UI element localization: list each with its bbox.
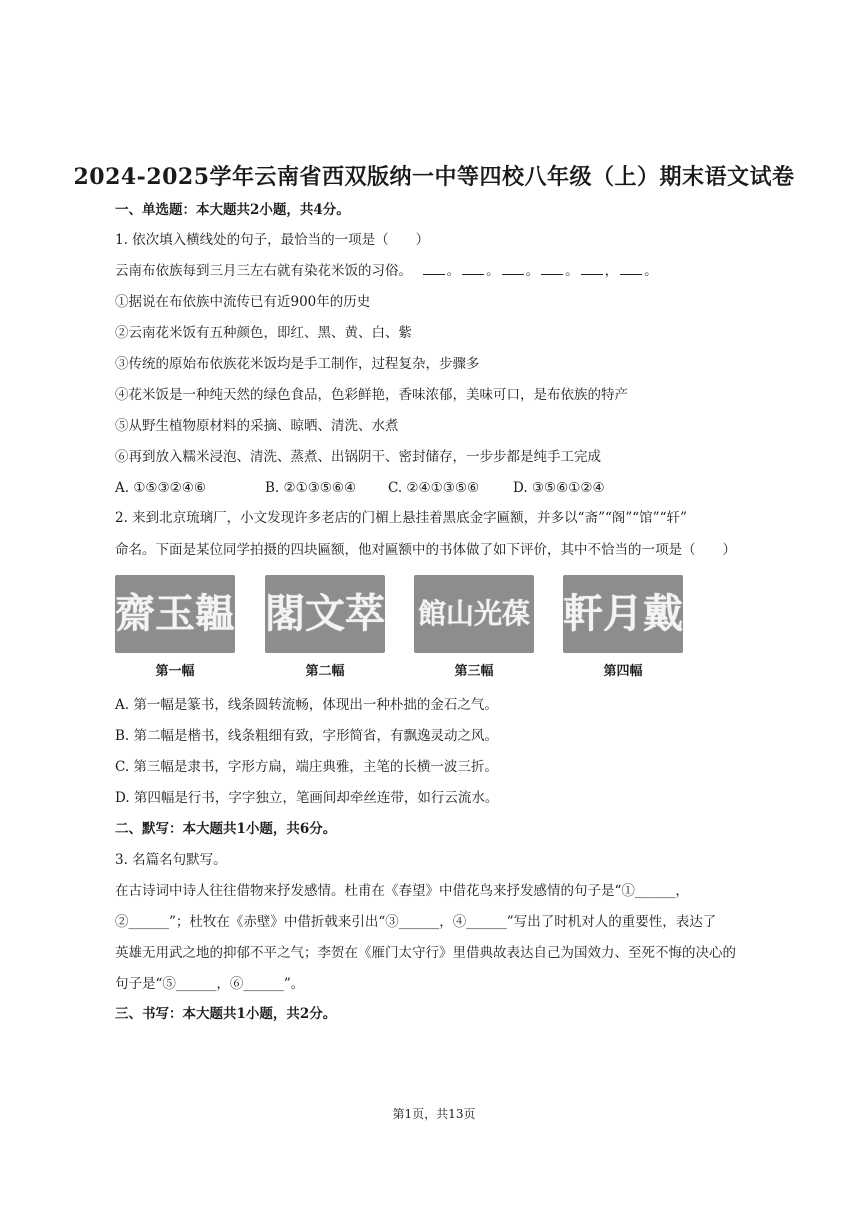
plaque-caption-1: 第一幅 — [155, 664, 195, 679]
q1-item-1: ①据说在布依族中流传已有近900年的历史 — [115, 294, 371, 310]
plaque-image-1 — [115, 575, 235, 653]
q1-item-3: ③传统的原始布依族花米饭均是手工制作，过程复杂，步骤多 — [115, 356, 480, 372]
q3-text-line-3: 英雄无用武之地的抑郁不平之气；李贺在《雁门太守行》里借典故表达自己为国效力、至死不悔的决心的 — [115, 945, 736, 961]
fill-blanks: 。 。 。 。 ， 。 — [412, 263, 658, 279]
section-3-heading: 三、书写：本大题共1小题，共2分。 — [115, 1006, 337, 1022]
page-title: 2024-2025学年云南省西双版纳一中等四校八年级（上）期末语文试卷 — [73, 164, 795, 190]
question-2-stem-line-2: 命名。下面是某位同学拍摄的四块匾额，他对匾额中的书体做了如下评价，其中不恰当的一项是（ ） — [115, 542, 736, 558]
q1-item-2: ②云南花米饭有五种颜色，即红、黑、黄、白、紫 — [115, 325, 412, 341]
q1-option-a[interactable]: A. ①⑤③②④⑥ — [115, 480, 206, 496]
q1-item-6: ⑥再到放入糯米浸泡、清洗、蒸煮、出锅阴干、密封储存，一步步都是纯手工完成 — [115, 449, 601, 465]
q1-option-c[interactable]: C. ②④①③⑤⑥ — [388, 480, 480, 496]
q1-item-4: ④花米饭是一种纯天然的绿色食品，色彩鲜艳，香味浓郁，美味可口，是布依族的特产 — [115, 387, 628, 403]
q3-text-line-4: 句子是“⑤______，⑥______”。 — [115, 976, 305, 992]
section-1-heading: 一、单选题：本大题共2小题，共4分。 — [115, 202, 350, 218]
q2-option-c[interactable]: C. 第三幅是隶书，字形方扁，端庄典雅，主笔的长横一波三折。 — [115, 759, 498, 775]
q2-option-d[interactable]: D. 第四幅是行书，字字独立，笔画间却牵丝连带，如行云流水。 — [115, 790, 499, 806]
plaque-1-chars: 齋玉韞 — [115, 590, 235, 637]
question-1-lead — [115, 261, 755, 281]
q1-option-d[interactable]: D. ③⑤⑥①②④ — [513, 480, 605, 496]
q3-text-line-1: 在古诗词中诗人往往借物来抒发感情。杜甫在《春望》中借花鸟来抒发感情的句子是“①______， — [115, 883, 689, 899]
plaque-caption-4: 第四幅 — [603, 664, 643, 679]
q2-option-b[interactable]: B. 第二幅是楷书，线条粗细有致，字形简省，有飘逸灵动之风。 — [115, 728, 499, 744]
plaque-image-3 — [414, 575, 534, 653]
plaque-2-chars: 閣文萃 — [265, 590, 385, 637]
plaque-caption-3: 第三幅 — [454, 664, 494, 679]
page-footer: 第1页，共13页 — [392, 1107, 476, 1121]
plaque-image-2 — [265, 575, 385, 653]
q2-option-a[interactable]: A. 第一幅是篆书，线条圆转流畅，体现出一种朴拙的金石之气。 — [115, 697, 498, 713]
plaque-caption-2: 第二幅 — [305, 664, 345, 679]
question-2-stem-line-1: 2. 来到北京琉璃厂，小文发现许多老店的门楣上悬挂着黑底金字匾额，并多以“斋”“阁”“馆”“轩” — [115, 510, 687, 526]
plaque-3-chars: 館山光葆 — [417, 597, 530, 630]
q3-text-line-2: ②______”；杜牧在《赤壁》中借折戟来引出“③______，④______”写出了时机对人的重要性，表达了 — [115, 914, 717, 930]
question-1-lead-text: 云南布依族每到三月三左右就有染花米饭的习俗。 — [115, 263, 412, 279]
q1-item-5: ⑤从野生植物原材料的采摘、晾晒、清洗、水煮 — [115, 418, 399, 434]
plaque-4-chars: 軒月戴 — [563, 590, 683, 637]
q1-option-b[interactable]: B. ②①③⑤⑥④ — [265, 480, 357, 496]
question-3-stem: 3. 名篇名句默写。 — [115, 852, 227, 868]
plaque-image-4 — [563, 575, 683, 653]
section-2-heading: 二、默写：本大题共1小题，共6分。 — [115, 821, 337, 837]
question-1-stem: 1. 依次填入横线处的句子，最恰当的一项是（ ） — [115, 232, 430, 248]
